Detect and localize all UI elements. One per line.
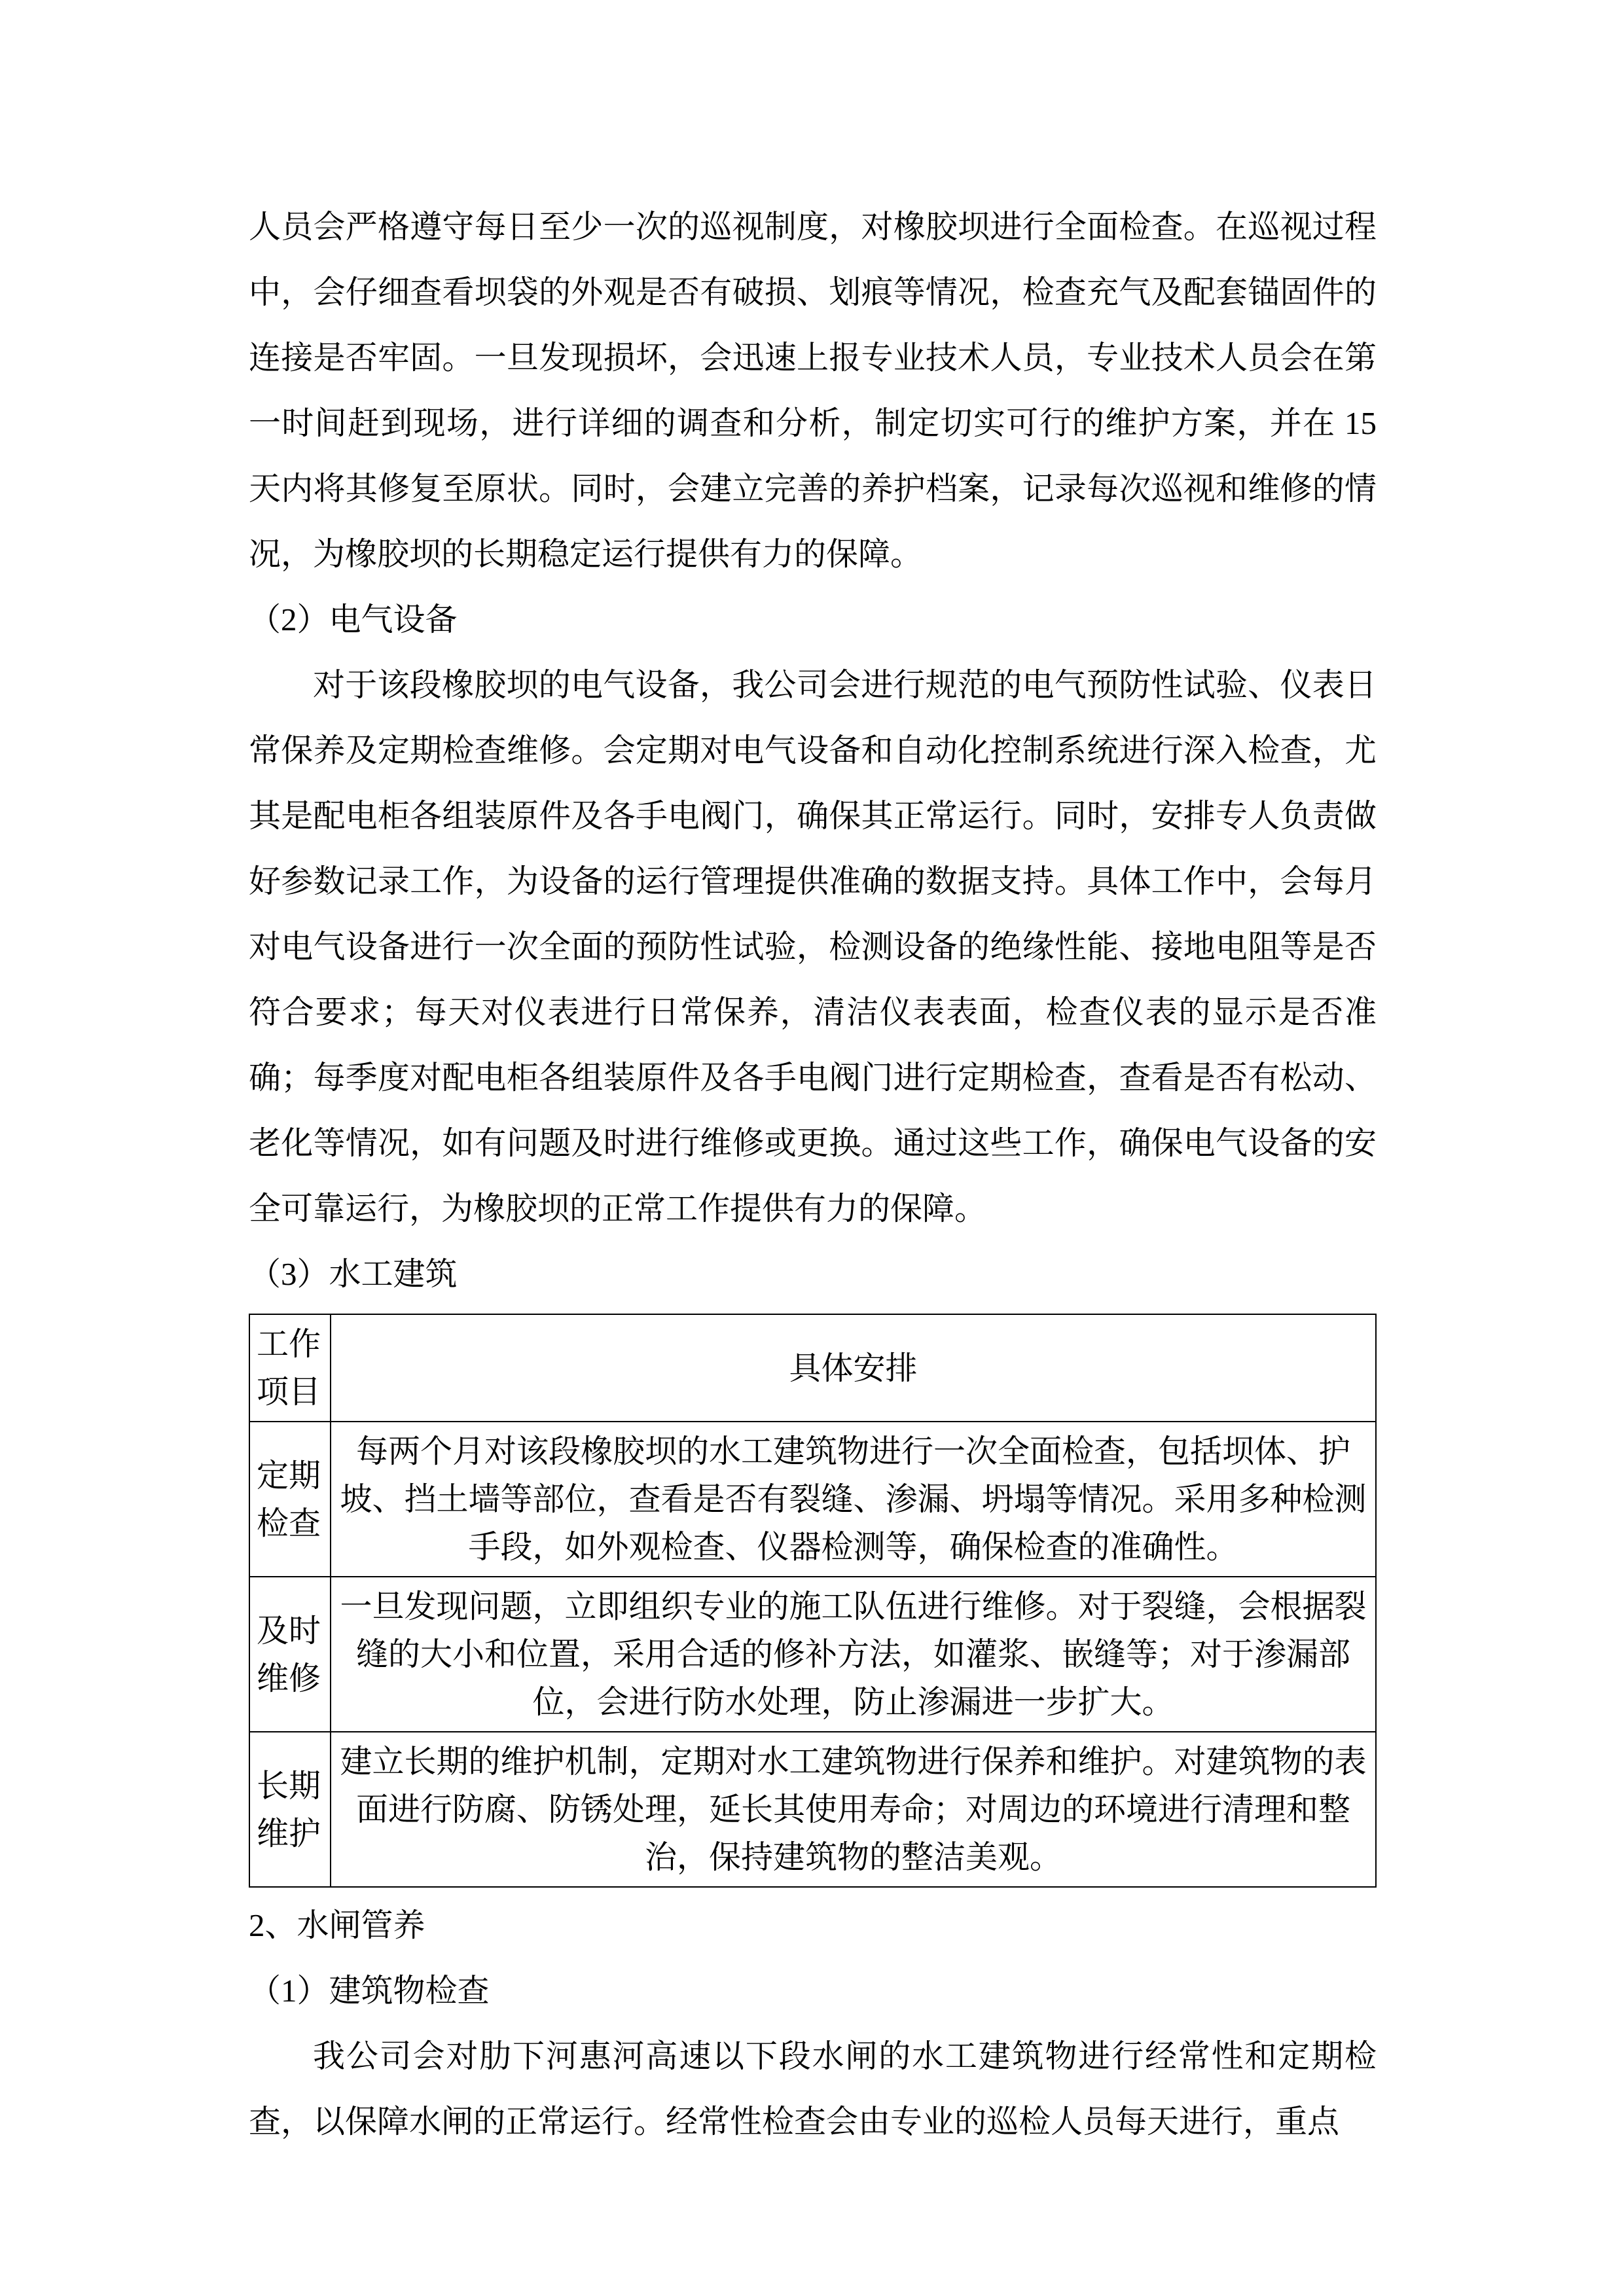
heading-hydraulic-structure: （3）水工建筑	[249, 1256, 458, 1292]
table-cell-detail-regular-inspection: 每两个月对该段橡胶坝的水工建筑物进行一次全面检查，包括坝体、护坡、挡土墙等部位，查看是否有裂缝、渗漏、坍塌等情况。采用多种检测手段，如外观检查、仪器检测等，确保检查的准确性。	[331, 1422, 1376, 1577]
table-cell-item-long-term-maintenance: 长期维护	[249, 1732, 331, 1887]
table-cell-detail-timely-repair: 一旦发现问题，立即组织专业的施工队伍进行维修。对于裂缝，会根据裂缝的大小和位置，采用合适的修补方法，如灌浆、嵌缝等；对于渗漏部位，会进行防水处理，防止渗漏进一步扩大。	[331, 1577, 1376, 1732]
table-row-timely-repair	[249, 1577, 1376, 1732]
table-header-row	[249, 1314, 1376, 1422]
heading-sluice-management: 2、水闸管养	[249, 1907, 425, 1943]
table-cell-detail-long-term-maintenance: 建立长期的维护机制，定期对水工建筑物进行保养和维护。对建筑物的表面进行防腐、防锈处理，延长其使用寿命；对周边的环境进行清理和整治，保持建筑物的整洁美观。	[331, 1732, 1376, 1887]
heading-electrical-equipment: （2）电气设备	[249, 601, 458, 637]
hydraulic-structure-table	[249, 1314, 1377, 1888]
paragraph-patrol-continuation: 人员会严格遵守每日至少一次的巡视制度，对橡胶坝进行全面检查。在巡视过程中，会仔细查看坝袋的外观是否有破损、划痕等情况，检查充气及配套锚固件的连接是否牢固。一旦发现损坏，会迅速上报专业技术人员，专业技术人员会在第一时间赶到现场，进行详细的调查和分析，制定切实可行的维护方案，并在 15 天内将其修复至原状。同时，会建立完善的养护档案，记录每次巡视和维修的情况，为橡胶坝的长期稳定运行提供有力的保障。	[249, 209, 1377, 572]
table-cell-item-timely-repair: 及时维修	[249, 1577, 331, 1732]
table-header-arrangement: 具体安排	[331, 1314, 1376, 1422]
paragraph-sluice-inspection: 我公司会对肋下河惠河高速以下段水闸的水工建筑物进行经常性和定期检查，以保障水闸的正常运行。经常性检查会由专业的巡检人员每天进行，重点	[249, 2038, 1377, 2140]
table-row-regular-inspection	[249, 1422, 1376, 1577]
table-row-long-term-maintenance	[249, 1732, 1376, 1887]
paragraph-electrical-equipment: 对于该段橡胶坝的电气设备，我公司会进行规范的电气预防性试验、仪表日常保养及定期检查维修。会定期对电气设备和自动化控制系统进行深入检查，尤其是配电柜各组装原件及各手电阀门，确保其正常运行。同时，安排专人负责做好参数记录工作，为设备的运行管理提供准确的数据支持。具体工作中，会每月对电气设备进行一次全面的预防性试验，检测设备的绝缘性能、接地电阻等是否符合要求；每天对仪表进行日常保养，清洁仪表表面，检查仪表的显示是否准确；每季度对配电柜各组装原件及各手电阀门进行定期检查，查看是否有松动、老化等情况，如有问题及时进行维修或更换。通过这些工作，确保电气设备的安全可靠运行，为橡胶坝的正常工作提供有力的保障。	[249, 667, 1377, 1227]
heading-building-inspection: （1）建筑物检查	[249, 1973, 490, 2009]
table-header-work-item: 工作项目	[249, 1314, 331, 1422]
table-cell-item-regular-inspection: 定期检查	[249, 1422, 331, 1577]
